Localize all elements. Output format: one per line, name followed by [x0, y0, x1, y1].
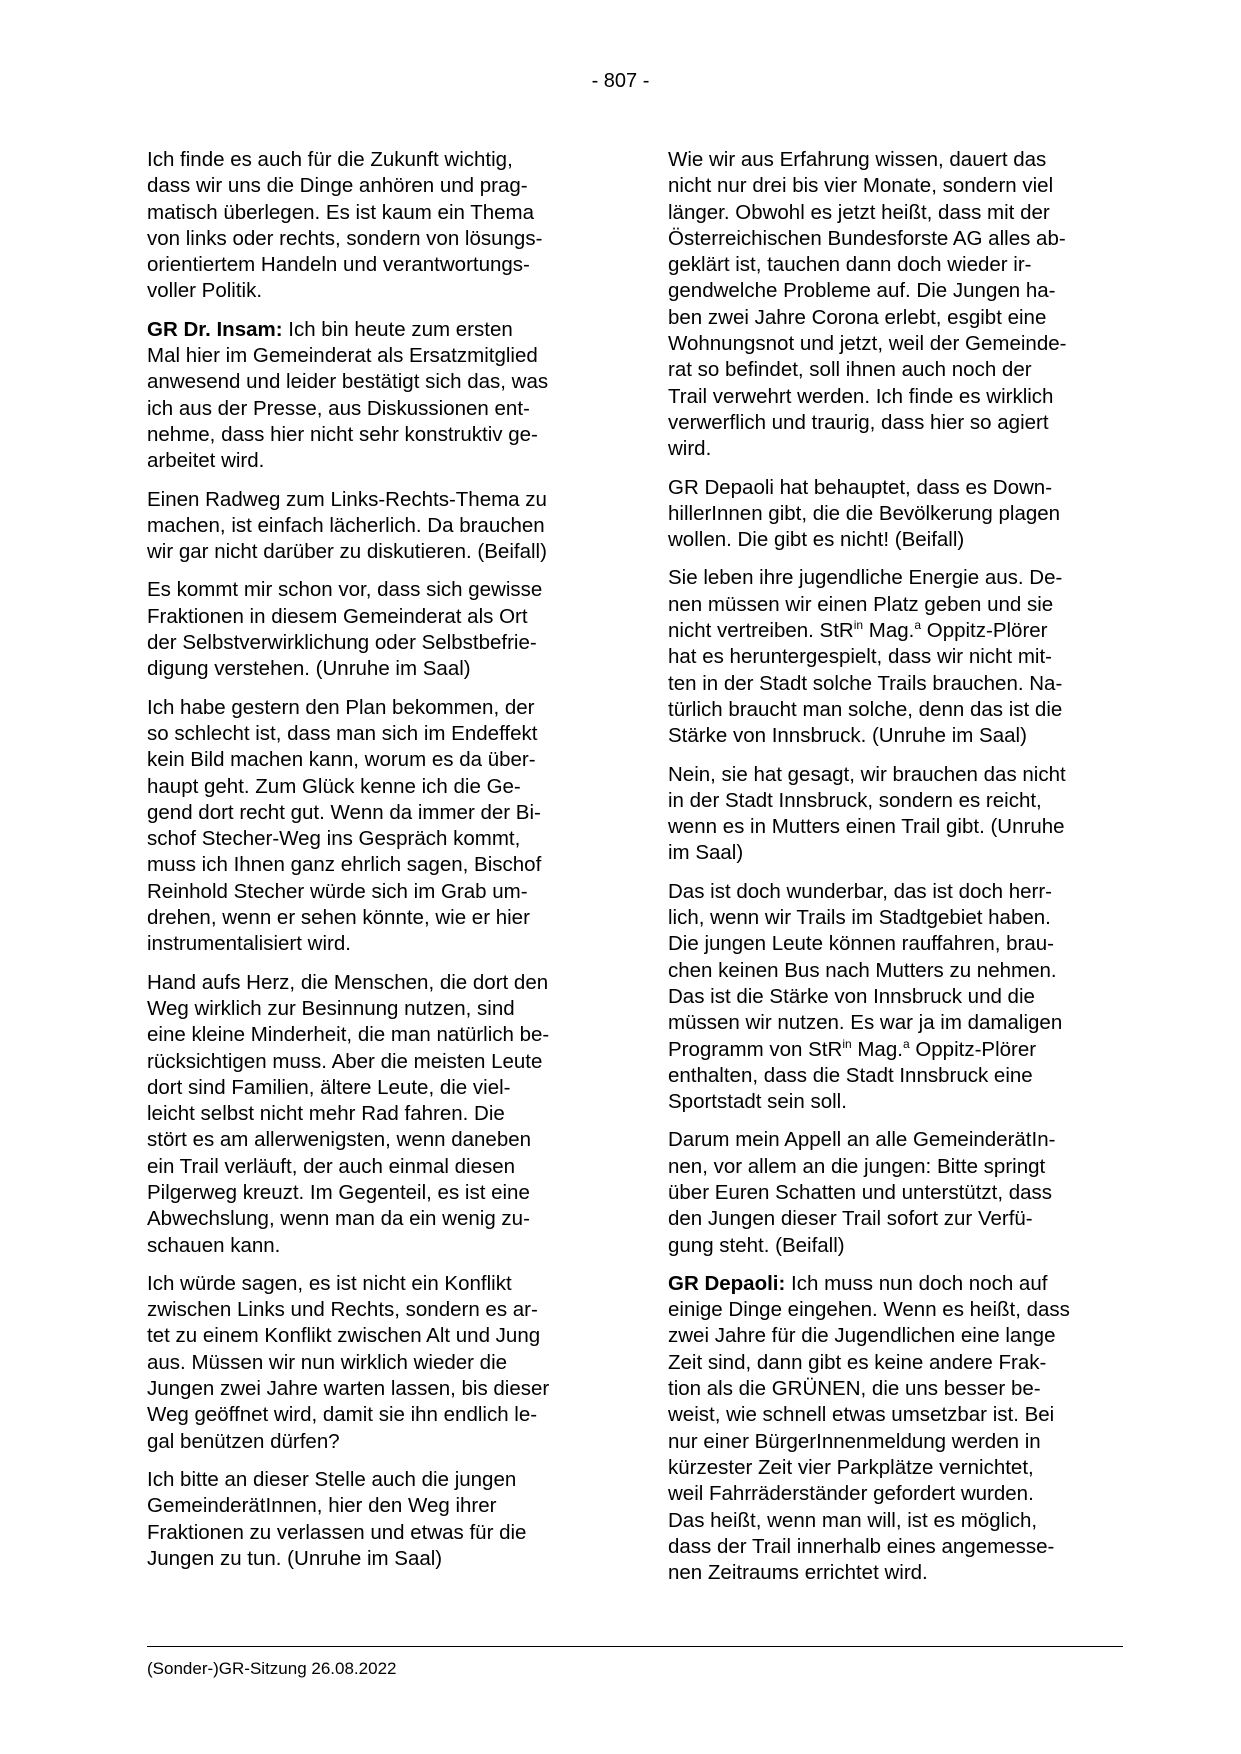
paragraph: Einen Radweg zum Links-Rechts-Thema zu machen, ist einfach lächerlich. Da brauchen wir gar nicht darüber zu diskutieren. (Beifall) [147, 487, 547, 564]
page-number: - 807 - [591, 70, 650, 92]
superscript: a [914, 618, 922, 633]
paragraph: Ich finde es auch für die Zukunft wichtig, dass wir uns die Dinge anhören und prag- matisch überlegen. Es ist kaum ein Thema von links oder rechts, sondern von lösungs- orientiertem Handeln und verantwortungs- voller Politik. [147, 148, 543, 303]
paragraph: Es kommt mir schon vor, dass sich gewisse Fraktionen in diesem Gemeinderat als Ort der Selbstverwirklichung oder Selbstbefrie- digung verstehen. (Unruhe im Saal) [147, 578, 543, 681]
paragraph: Hand aufs Herz, die Menschen, die dort den Weg wirklich zur Besinnung nutzen, sind eine kleine Minderheit, die man natürlich be- rücksichtigen muss. Aber die meisten Leute dort sind Familien, ältere Leute, die viel- leicht selbst nicht mehr Rad fahren. Die stört es am allerwenigsten, wenn daneben ein Trail verläuft, der auch einmal diesen Pilgerweg kreuzt. Im Gegenteil, es ist eine Abwechslung, wenn man da ein wenig zu- schauen kann. [147, 970, 550, 1257]
paragraph [668, 565, 1123, 749]
paragraph: Darum mein Appell an alle GemeinderätIn- nen, vor allem an die jungen: Bitte springt über Euren Schatten und unterstützt, dass den Jungen dieser Trail sofort zur Verfü- gung steht. (Beifall) [668, 1128, 1056, 1257]
footer-divider [147, 1646, 1123, 1647]
speech-text: Ich bin heute zum ersten Mal hier im Gemeinderat als Ersatzmitglied anwesend und leider bestätigt sich das, was ich aus der Presse, aus Diskussionen ent- nehme, dass hier nicht sehr konstruktiv ge- arbeitet wird. [147, 317, 549, 473]
footer-text: (Sonder-)GR-Sitzung 26.08.2022 [147, 1659, 397, 1678]
text-run: Oppitz-Plörer enthalten, dass die Stadt Innsbruck eine Sportstadt sein soll. [668, 1037, 1037, 1114]
paragraph: Ich habe gestern den Plan bekommen, der so schlecht ist, dass man sich im Endeffekt kein Bild machen kann, worum es da über- haupt geht. Zum Glück kenne ich die Ge- gend dort recht gut. Wenn da immer der Bi- schof Stecher-Weg ins Gespräch kommt, muss ich Ihnen ganz ehrlich sagen, Bischof Reinhold Stecher würde sich im Grab um- drehen, wenn er sehen könnte, wie er hier instrumentalisiert wird. [147, 695, 542, 956]
superscript: a [902, 1036, 910, 1051]
right-column [668, 147, 1123, 1598]
text-run: Mag. [851, 1037, 903, 1061]
text-run: Sie leben ihre jugendliche Energie aus. De- nen müssen wir einen Platz geben und sie nicht vertreiben. StR [668, 566, 1063, 643]
paragraph [668, 879, 1123, 1116]
text-run: Das ist doch wunderbar, das ist doch herr- lich, wenn wir Trails im Stadtgebiet haben. Die jungen Leute können rauffahren, brau- chen keinen Bus nach Mutters zu nehmen. Das ist die Stärke von Innsbruck und die müssen wir nutzen. Es war ja im damaligen Programm von StR [668, 879, 1063, 1061]
paragraph: Wie wir aus Erfahrung wissen, dauert das nicht nur drei bis vier Monate, sondern viel länger. Obwohl es jetzt heißt, dass mit der Österreichischen Bundesforste AG alles ab- geklärt ist, tauchen dann doch wieder ir- gendwelche Probleme auf. Die Jungen ha- ben zwei Jahre Corona erlebt, esgibt eine Wohnungsnot und jetzt, weil der Gemeinde- rat so befindet, soll ihnen auch noch der Trail verwehrt werden. Ich finde es wirklich verwerflich und traurig, dass hier so agiert wird. [668, 148, 1067, 461]
paragraph: Ich bitte an dieser Stelle auch die jungen GemeinderätInnen, hier den Weg ihrer Fraktionen zu verlassen und etwas für die Jungen zu tun. (Unruhe im Saal) [147, 1467, 527, 1570]
left-column [147, 147, 602, 1584]
paragraph: Nein, sie hat gesagt, wir brauchen das nicht in der Stadt Innsbruck, sondern es reicht, wenn es in Mutters einen Trail gibt. (Unruhe im Saal) [668, 762, 1066, 865]
text-run: Mag. [863, 619, 915, 643]
speaker-name: GR Dr. Insam: [147, 317, 283, 341]
paragraph: Ich würde sagen, es ist nicht ein Konflikt zwischen Links und Rechts, sondern es ar- tet zu einem Konflikt zwischen Alt und Jung aus. Müssen wir nun wirklich wieder die Jungen zwei Jahre warten lassen, bis dieser Weg geöffnet wird, damit sie ihn endlich le- gal benützen dürfen? [147, 1271, 550, 1453]
superscript: in [853, 618, 864, 633]
speaker-name: GR Depaoli: [668, 1271, 786, 1295]
paragraph: GR Depaoli hat behauptet, dass es Down- hillerInnen gibt, die die Bevölkerung plagen wollen. Die gibt es nicht! (Beifall) [668, 475, 1061, 552]
speech-text: Ich muss nun doch noch auf einige Dinge eingehen. Wenn es heißt, dass zwei Jahre für die Jugendlichen eine lange Zeit sind, dann gibt es keine andere Frak- tion als die GRÜNEN, die uns besser be- weist, wie schnell etwas umsetzbar ist. Bei nur einer BürgerInnenmeldung werden in kürzester Zeit vier Parkplätze vernichtet, weil Fahrräderständer gefordert wurden. Das heißt, wenn man will, ist es möglich, dass der Trail innerhalb eines angemesse- nen Zeitraums errichtet wird. [668, 1271, 1070, 1585]
superscript: in [842, 1036, 852, 1051]
paragraph [668, 1271, 1123, 1587]
text-run: Oppitz-Plörer hat es heruntergespielt, dass wir nicht mit- ten in der Stadt solche Trails brauchen. Na- türlich braucht man solche, denn das ist die Stärke von Innsbruck. (Unruhe im Saal) [668, 619, 1063, 748]
paragraph [147, 317, 602, 475]
